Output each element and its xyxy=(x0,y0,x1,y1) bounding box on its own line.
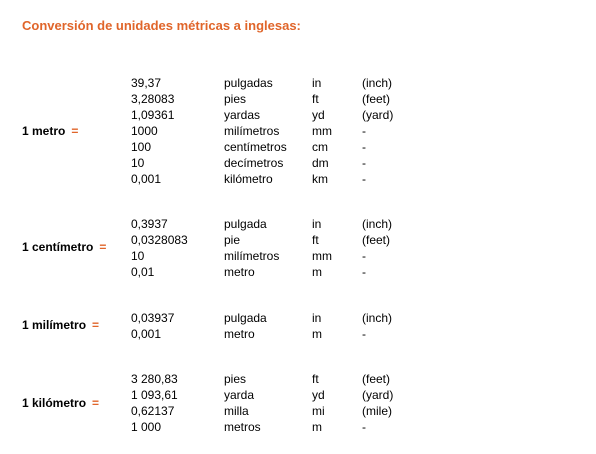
english-name: (feet) xyxy=(362,233,391,247)
unit-abbreviation: mm xyxy=(312,249,332,263)
table-row xyxy=(0,171,596,187)
unit-name: yarda xyxy=(224,388,255,402)
conversion-value: 100 xyxy=(131,140,152,154)
table-row xyxy=(0,310,596,326)
equals-sign: = xyxy=(99,240,107,254)
conversion-value: 1,09361 xyxy=(131,108,175,122)
unit-name: metro xyxy=(224,265,255,279)
unit-abbreviation: ft xyxy=(312,372,319,386)
unit-name: pies xyxy=(224,372,247,386)
unit-name: pulgadas xyxy=(224,76,273,90)
conversion-value: 0,001 xyxy=(131,327,162,341)
unit-label: 1 centímetro xyxy=(22,240,94,254)
unit-name: metro xyxy=(224,327,255,341)
english-name: - xyxy=(362,156,366,170)
unit-abbreviation: mm xyxy=(312,124,332,138)
table-row xyxy=(0,91,596,107)
unit-abbreviation: m xyxy=(312,420,322,434)
table-row xyxy=(0,139,596,155)
unit-label: 1 metro xyxy=(22,124,66,138)
conversion-value: 1000 xyxy=(131,124,158,138)
conversion-value: 0,62137 xyxy=(131,404,175,418)
table-row xyxy=(0,326,596,342)
equals-sign: = xyxy=(92,396,100,410)
table-row xyxy=(0,123,596,139)
conversion-value: 10 xyxy=(131,249,145,263)
unit-abbreviation: yd xyxy=(312,388,325,402)
unit-name: metros xyxy=(224,420,261,434)
table-row xyxy=(0,387,596,403)
unit-abbreviation: in xyxy=(312,217,322,231)
unit-name: centímetros xyxy=(224,140,287,154)
english-name: (inch) xyxy=(362,76,393,90)
conversion-value: 10 xyxy=(131,156,145,170)
table-row xyxy=(0,264,596,280)
unit-abbreviation: yd xyxy=(312,108,325,122)
table-row xyxy=(0,107,596,123)
unit-abbreviation: cm xyxy=(312,140,328,154)
conversion-value: 0,3937 xyxy=(131,217,168,231)
table-row xyxy=(0,403,596,419)
english-name: (inch) xyxy=(362,217,393,231)
table-row xyxy=(0,75,596,91)
english-name: - xyxy=(362,172,366,186)
conversion-value: 39,37 xyxy=(131,76,162,90)
conversion-value: 1 000 xyxy=(131,420,162,434)
unit-name: milímetros xyxy=(224,124,280,138)
english-name: - xyxy=(362,420,366,434)
unit-name: milla xyxy=(224,404,249,418)
english-name: - xyxy=(362,249,366,263)
equals-sign: = xyxy=(71,124,79,138)
table-row xyxy=(0,419,596,435)
conversion-value: 0,03937 xyxy=(131,311,175,325)
english-name: (yard) xyxy=(362,108,394,122)
table-row xyxy=(0,371,596,387)
unit-abbreviation: mi xyxy=(312,404,325,418)
unit-label: 1 kilómetro xyxy=(22,396,87,410)
unit-abbreviation: dm xyxy=(312,156,329,170)
english-name: (feet) xyxy=(362,92,391,106)
unit-name: pie xyxy=(224,233,241,247)
english-name: (mile) xyxy=(362,404,392,418)
unit-abbreviation: km xyxy=(312,172,328,186)
english-name: - xyxy=(362,265,366,279)
unit-name: milímetros xyxy=(224,249,280,263)
unit-name: pulgada xyxy=(224,311,267,325)
english-name: (inch) xyxy=(362,311,393,325)
unit-abbreviation: m xyxy=(312,327,322,341)
table-row xyxy=(0,155,596,171)
unit-name: kilómetro xyxy=(224,172,273,186)
table-row xyxy=(0,216,596,232)
unit-name: pies xyxy=(224,92,247,106)
conversion-value: 0,01 xyxy=(131,265,155,279)
unit-name: pulgada xyxy=(224,217,267,231)
conversion-value: 0,001 xyxy=(131,172,162,186)
english-name: (yard) xyxy=(362,388,394,402)
conversion-value: 0,0328083 xyxy=(131,233,188,247)
english-name: - xyxy=(362,140,366,154)
english-name: - xyxy=(362,124,366,138)
unit-abbreviation: in xyxy=(312,311,322,325)
table-row xyxy=(0,232,596,248)
conversion-value: 3 280,83 xyxy=(131,372,178,386)
unit-name: decímetros xyxy=(224,156,284,170)
unit-name: yardas xyxy=(224,108,261,122)
conversion-value: 3,28083 xyxy=(131,92,175,106)
table-row xyxy=(0,248,596,264)
unit-abbreviation: m xyxy=(312,265,322,279)
conversion-value: 1 093,61 xyxy=(131,388,178,402)
unit-abbreviation: ft xyxy=(312,92,319,106)
equals-sign: = xyxy=(92,318,100,332)
unit-label: 1 milímetro xyxy=(22,318,87,332)
english-name: (feet) xyxy=(362,372,391,386)
unit-abbreviation: ft xyxy=(312,233,319,247)
english-name: - xyxy=(362,327,366,341)
unit-abbreviation: in xyxy=(312,76,322,90)
page-title: Conversión de unidades métricas a inglesas: xyxy=(22,18,301,33)
